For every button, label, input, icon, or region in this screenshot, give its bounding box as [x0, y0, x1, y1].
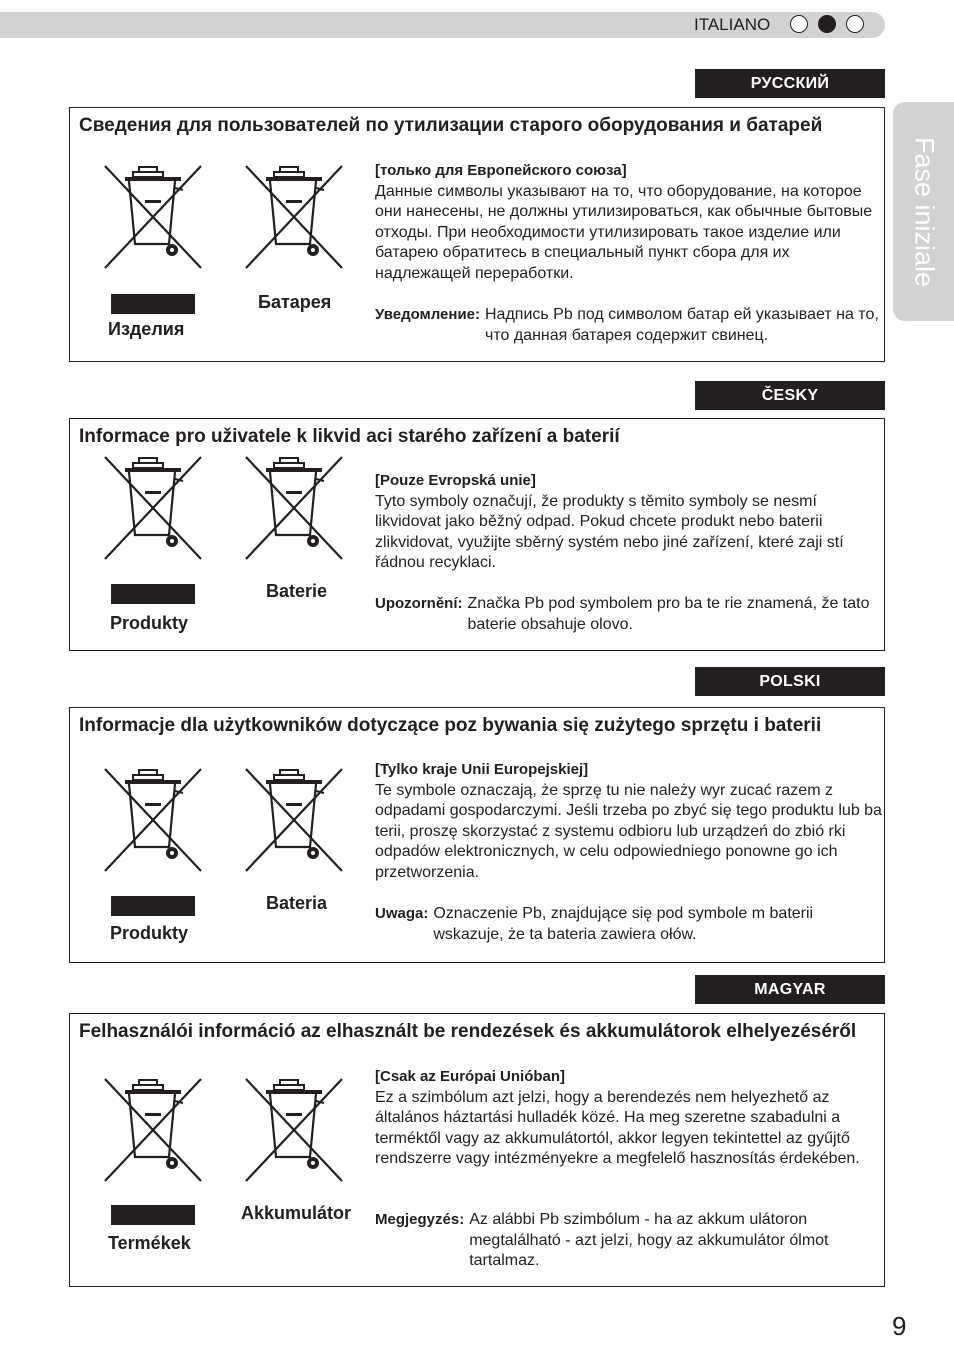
- products-label: Produkty: [110, 923, 189, 943]
- language-label-hungarian: MAGYAR: [695, 975, 885, 1004]
- body-text: Ez a szimbólum azt jelzi, hogy a berendezés nem helyezhető az általános háztartási hulladék közé. Ha meg szeretne szabadulni a terméktől vagy az akkumulátortól, akkor legyen tekintettel az gyűjtő rendszerre vagy intézményekre a megfelelő hasznosítás érdekében.: [375, 1088, 860, 1167]
- step-indicator-dot: [846, 15, 864, 33]
- crossed-bin-icon: [242, 162, 346, 272]
- products-label: Termékek: [108, 1233, 191, 1253]
- black-bar-mark: [111, 584, 195, 604]
- notice-text: Oznaczenie Pb, znajdujące się pod symbole m baterii wskazuje, że ta bateria zawiera ołów.: [433, 905, 814, 943]
- section-title: Сведения для пользователей по утилизации старого оборудования и батарей: [79, 115, 823, 136]
- section-body: [375, 471, 885, 574]
- notice: [375, 1210, 885, 1272]
- region-heading: [только для Европейского союза]: [375, 162, 627, 179]
- body-text: Данные символы указывают на то, что оборудование, на которое они нанесены, не должны утилизироваться, как обычные бытовые отходы. При необходимости утилизировать такое изделие или батарею обратитесь в специальный пункт сбора для их надлежащей переработки.: [375, 182, 873, 282]
- side-chapter-title: Fase iniziale: [909, 136, 939, 287]
- battery-label: Baterie: [266, 581, 328, 601]
- step-indicator-dot: [790, 15, 808, 33]
- notice-label: Uwaga:: [375, 905, 429, 922]
- black-bar-mark: [111, 294, 195, 314]
- language-label-polish: POLSKI: [695, 667, 885, 696]
- section-russian: [69, 107, 885, 362]
- notice-label: Уведомление:: [375, 306, 480, 323]
- notice-text: Надпись Pb под символом батар ей указывает на то, что данная батарея содержит свинец.: [485, 306, 879, 344]
- section-title: Informacje dla użytkowników dotyczące poz bywania się zużytego sprzętu i baterii: [79, 715, 822, 736]
- region-heading: [Tylko kraje Unii Europejskiej]: [375, 761, 589, 778]
- crossed-bin-icon: [101, 162, 205, 272]
- section-title: Informace pro uživatele k likvid aci starého zařízení a baterií: [79, 426, 620, 447]
- section-body: [375, 161, 885, 284]
- battery-label: Bateria: [266, 893, 328, 913]
- section-polish: [69, 707, 885, 963]
- header-language: ITALIANO: [694, 15, 771, 34]
- crossed-bin-icon: [242, 765, 346, 875]
- notice-label: Megjegyzés:: [375, 1211, 465, 1228]
- side-chapter-tab: [893, 102, 954, 321]
- body-text: Tyto symboly označují, že produkty s těmito symboly se nesmí likvidovat jako běžný odpad. Pokud chcete produkt nebo baterii zlikvidovat, využijte sběrný systém nebo jiné zařízení, které zaji stí řádnou recyklaci.: [375, 492, 844, 571]
- products-label: Produkty: [110, 613, 189, 633]
- crossed-bin-icon: [101, 1075, 205, 1185]
- section-hungarian: [69, 1013, 885, 1287]
- section-body: [375, 760, 885, 883]
- region-heading: [Pouze Evropská unie]: [375, 472, 536, 489]
- battery-label: Батарея: [258, 292, 332, 312]
- section-title: Felhasználói információ az elhasznált be rendezések és akkumulátorok elhelyezéséről: [79, 1021, 857, 1042]
- language-label-czech: ČESKY: [695, 381, 885, 410]
- notice: [375, 904, 885, 945]
- products-label: Изделия: [108, 319, 185, 339]
- section-czech: [69, 418, 885, 651]
- step-indicator-dot-active: [818, 15, 836, 33]
- notice: [375, 594, 885, 635]
- notice-text: Az alábbi Pb szimbólum - ha az akkum ulátoron megtalálható - azt jelzi, hogy az akkumulátor ólmot tartalmaz.: [469, 1211, 829, 1269]
- section-body: [375, 1067, 885, 1170]
- crossed-bin-icon: [242, 1075, 346, 1185]
- notice-label: Upozornění:: [375, 595, 463, 612]
- black-bar-mark: [111, 1205, 195, 1225]
- black-bar-mark: [111, 896, 195, 916]
- region-heading: [Csak az Európai Unióban]: [375, 1068, 566, 1085]
- notice: [375, 305, 885, 346]
- body-text: Te symbole oznaczają, że sprzę tu nie należy wyr zucać razem z odpadami gospodarczymi. Jeśli trzeba po zbyć się tego produktu lub ba terii, proszę skorzystać z systemu odbioru lub urządzeń do zbió rki odpadów elektronicznych, w celu odpowiedniego ponowne go ich przetworzenia.: [375, 781, 882, 881]
- crossed-bin-icon: [101, 453, 205, 563]
- crossed-bin-icon: [242, 453, 346, 563]
- language-label-russian: РУССКИЙ: [695, 69, 885, 98]
- battery-label: Akkumulátor: [241, 1203, 352, 1223]
- page-number: 9: [892, 1311, 907, 1341]
- crossed-bin-icon: [101, 765, 205, 875]
- notice-text: Značka Pb pod symbolem pro ba te rie znamená, že tato baterie obsahuje olovo.: [467, 595, 870, 633]
